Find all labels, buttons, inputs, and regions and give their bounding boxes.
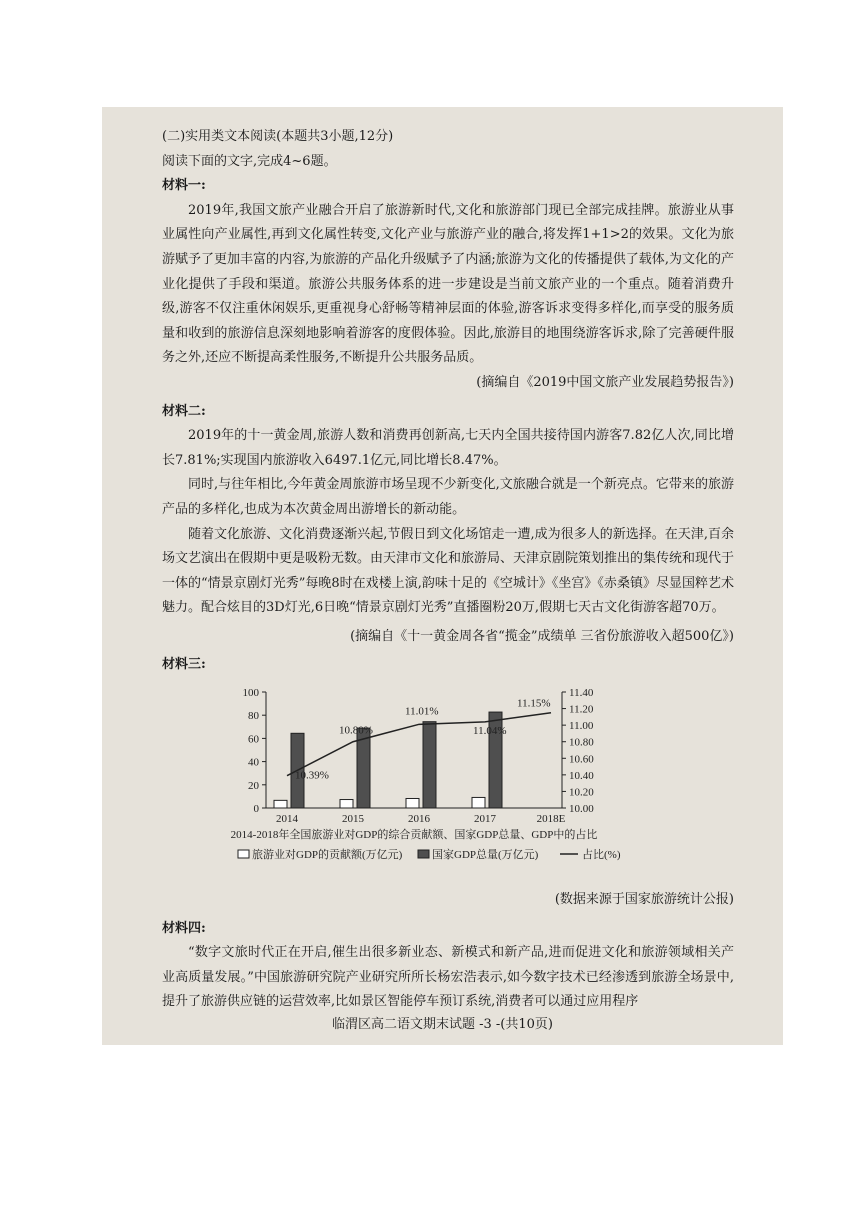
right-tick-label: 11.40 <box>569 687 594 700</box>
material3-source: (数据来源于国家旅游统计公报) <box>554 892 734 908</box>
x-tick-label: 2016 <box>408 813 430 826</box>
instruction: 阅读下面的文字,完成4~6题。 <box>162 153 337 169</box>
left-tick-label: 40 <box>248 756 259 769</box>
bar-tourism-contribution <box>274 800 287 808</box>
material2-paragraph: 2019年的十一黄金周,旅游人数和消费再创新高,七天内全国共接待国内游客7.82亿人次,同比增长7.81%;实现国内旅游收入6497.1亿元,同比增长8.47%。 <box>162 428 734 468</box>
material4-heading: 材料四: <box>162 920 206 936</box>
material1-heading: 材料一: <box>162 178 206 194</box>
right-tick-label: 10.20 <box>569 786 594 799</box>
left-tick-label: 0 <box>253 803 259 816</box>
bar-tourism-contribution <box>340 800 353 808</box>
material3-heading: 材料三: <box>162 657 206 673</box>
material2-source: (摘编自《十一黄金周各省“揽金”成绩单 三省份旅游收入超500亿》) <box>350 628 734 644</box>
material1-paragraph: 2019年,我国文旅产业融合开启了旅游新时代,文化和旅游部门现已全部完成挂牌。旅游业从事业属性向产业属性,再到文化属性转变,文化产业与旅游产业的融合,将发挥1+1>2的效果。文化为旅游赋予了更加丰富的内容,为旅游的产品化升级赋予了内涵;旅游为文化的传播提供了载体,为文化的产业化提供了手段和渠道。旅游公共服务体系的进一步建设是当前文旅产业的一个重点。随着消费升级,游客不仅注重休闲娱乐,更重视身心舒畅等精神层面的体验,游客诉求变得多样化,而享受的服务质量和收到的旅游信息深刻地影响着游客的度假体验。因此,旅游目的地围绕游客诉求,除了完善硬件服务之外,还应不断提高柔性服务,不断提升公共服务品质。 <box>162 202 734 366</box>
page-content <box>162 125 734 1015</box>
page-footer: 临渭区高二语文期末试题 -3 -(共10页) <box>331 1017 553 1032</box>
x-tick-label: 2018E <box>536 813 566 826</box>
right-tick-label: 10.00 <box>569 803 594 816</box>
x-tick-label: 2014 <box>276 813 298 826</box>
point-label: 11.15% <box>517 697 551 710</box>
legend-label-gdp: 国家GDP总量(万亿元) <box>432 849 539 862</box>
material2-paragraph: 随着文化旅游、文化消费逐渐兴起,节假日到文化场馆走一遭,成为很多人的新选择。在天津,百余场文艺演出在假期中更是吸粉无数。由天津市文化和旅游局、天津京剧院策划推出的集传统和现代于一体的“情景京剧灯光秀”每晚8时在戏楼上演,韵味十足的《空城计》《坐宫》《赤桑镇》尽显国粹艺术魅力。配合炫目的3D灯光,6日晚“情景京剧灯光秀”直播圈粉20万,假期七天古文化街游客超70万。 <box>162 526 735 616</box>
bar-tourism-contribution <box>472 798 485 809</box>
right-tick-label: 10.60 <box>569 753 594 766</box>
legend-label-contribution: 旅游业对GDP的贡献额(万亿元) <box>252 849 403 862</box>
bar-tourism-contribution <box>406 799 419 809</box>
exam-page <box>102 107 783 1045</box>
point-label: 11.04% <box>473 724 507 737</box>
point-label: 10.80% <box>339 724 373 737</box>
material2-heading: 材料二: <box>162 403 206 419</box>
right-tick-label: 10.80 <box>569 736 594 749</box>
combo-chart <box>162 682 734 888</box>
material2-paragraph: 同时,与往年相比,今年黄金周旅游市场呈现不少新变化,文旅融合就是一个新亮点。它带来的旅游产品的多样化,也成为本次黄金周出游增长的新动能。 <box>162 477 734 517</box>
left-tick-label: 100 <box>242 687 259 700</box>
legend-label-share: 占比(%) <box>582 849 621 862</box>
material4-paragraph: “数字文旅时代正在开启,催生出很多新业态、新模式和新产品,进而促进文化和旅游领域相关产业高质量发展。”中国旅游研究院产业研究所所长杨宏浩表示,如今数字技术已经渗透到旅游全场景中,提升了旅游供应链的运营效率,比如景区智能停车预订系统,消费者可以通过应用程序 <box>162 945 734 1010</box>
left-tick-label: 80 <box>248 710 259 723</box>
material1-source: (摘编自《2019中国文旅产业发展趋势报告》) <box>476 374 734 390</box>
point-label: 11.01% <box>405 705 439 718</box>
point-label: 10.39% <box>295 769 329 782</box>
x-tick-label: 2015 <box>342 813 364 826</box>
legend-swatch-gdp <box>418 850 429 858</box>
right-tick-label: 11.20 <box>569 703 594 716</box>
x-tick-label: 2017 <box>474 813 496 826</box>
right-tick-label: 10.40 <box>569 769 594 782</box>
left-tick-label: 20 <box>248 779 259 792</box>
left-tick-label: 60 <box>248 733 259 746</box>
bar-national-gdp <box>423 722 436 808</box>
chart-container <box>162 682 734 888</box>
section-title: (二)实用类文本阅读(本题共3小题,12分) <box>162 129 394 144</box>
share-line <box>287 713 551 776</box>
right-tick-label: 11.00 <box>569 720 594 733</box>
legend-swatch-contribution <box>238 850 249 858</box>
chart-title: 2014-2018年全国旅游业对GDP的综合贡献额、国家GDP总量、GDP中的占比 <box>230 829 598 842</box>
